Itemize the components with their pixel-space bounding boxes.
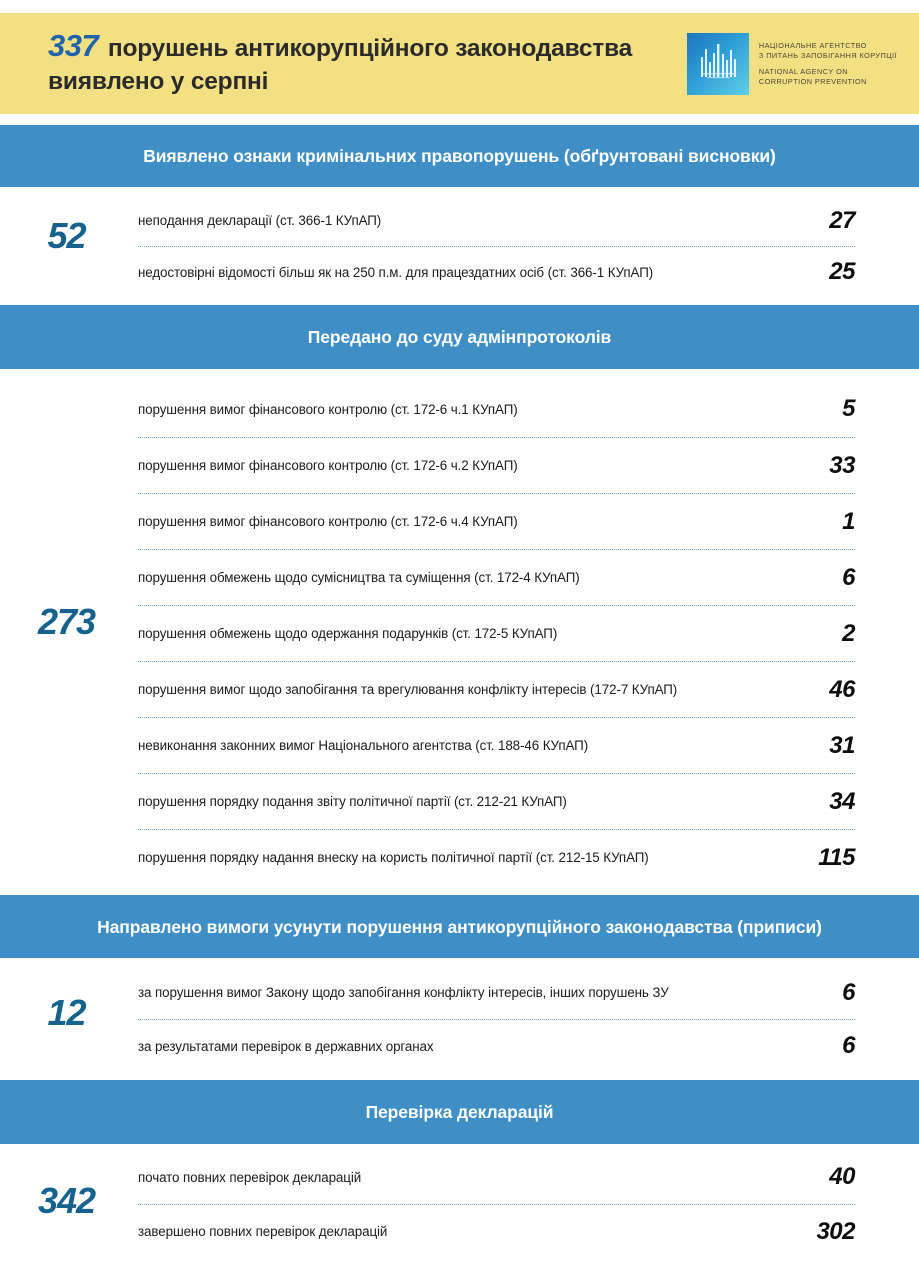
row-value: 40	[829, 1163, 855, 1190]
section-total: 12	[47, 992, 86, 1033]
section-header-bar	[0, 895, 919, 958]
row-value: 31	[829, 731, 855, 759]
section-header-bar	[0, 305, 919, 369]
section-total: 52	[47, 215, 86, 256]
logo-line-4: CORRUPTION PREVENTION	[758, 76, 867, 86]
row-label: завершено повних перевірок декларацій	[138, 1224, 388, 1239]
row-label: порушення вимог фінансового контролю (ст. 172-6 ч.4 КУпАП)	[138, 514, 518, 529]
table-row	[138, 605, 855, 661]
row-value: 115	[818, 843, 855, 871]
table-row	[138, 966, 855, 1019]
row-label: почато повних перевірок декларацій	[138, 1169, 362, 1185]
row-value: 6	[842, 978, 855, 1006]
headline-total: 337	[48, 28, 99, 63]
row-value: 6	[842, 563, 855, 591]
section-rows	[138, 966, 855, 1072]
row-label: невиконання законних вимог Національного агентства (ст. 188-46 КУпАП)	[138, 738, 589, 753]
nacp-logo	[687, 33, 897, 95]
row-label: недостовірні відомості більш як на 250 п.м. для працездатних осіб (ст. 366-1 КУпАП)	[138, 264, 654, 280]
table-row	[138, 246, 855, 297]
row-value: 2	[842, 619, 855, 647]
table-row	[138, 1150, 855, 1204]
row-label: порушення обмежень щодо одержання подарунків (ст. 172-5 КУпАП)	[138, 626, 558, 641]
row-value: 27	[829, 206, 855, 234]
section-title: Направлено вимоги усунути порушення антикорупційного законодавства (приписи)	[97, 916, 822, 937]
nacp-logo-mark-icon	[687, 33, 749, 95]
section-title: Передано до суду адмінпротоколів	[307, 327, 612, 347]
section-body	[0, 958, 919, 1080]
row-label: порушення порядку надання внеску на користь політичної партії (ст. 212-15 КУпАП)	[138, 850, 649, 865]
table-row	[138, 1204, 855, 1258]
row-label: неподання декларації (ст. 366-1 КУпАП)	[138, 213, 382, 228]
row-value: 25	[829, 258, 855, 285]
section-title: Виявлено ознаки кримінальних правопорушень (обґрунтовані висновки)	[143, 146, 776, 166]
section-total: 342	[37, 1180, 96, 1221]
row-label: за результатами перевірок в державних органах	[138, 1038, 434, 1054]
row-label: порушення вимог фінансового контролю (ст. 172-6 ч.1 КУпАП)	[138, 401, 518, 417]
logo-line-3: NATIONAL AGENCY ON	[758, 67, 848, 76]
row-label: за порушення вимог Закону щодо запобігання конфлікту інтересів, інших порушень ЗУ	[138, 985, 669, 1000]
row-value: 46	[829, 675, 855, 703]
section-body	[0, 1144, 919, 1269]
table-row	[138, 829, 855, 885]
section-title: Перевірка декларацій	[365, 1102, 554, 1122]
row-value: 34	[829, 787, 855, 815]
row-value: 1	[842, 507, 855, 535]
table-row	[138, 195, 855, 246]
table-row	[138, 493, 855, 549]
section-total: 273	[37, 601, 96, 642]
row-value: 6	[842, 1032, 855, 1059]
table-row	[138, 717, 855, 773]
section-header-bar	[0, 125, 919, 187]
header-banner	[0, 13, 919, 114]
section-body	[0, 369, 919, 895]
page-title	[48, 29, 687, 98]
section-header-bar	[0, 1080, 919, 1144]
table-row	[138, 437, 855, 493]
row-value: 33	[829, 451, 855, 479]
section-body	[0, 187, 919, 305]
row-label: порушення порядку подання звіту політичної партії (ст. 212-21 КУпАП)	[138, 794, 567, 809]
table-row	[138, 773, 855, 829]
table-row	[138, 381, 855, 437]
row-value: 302	[816, 1217, 855, 1245]
headline-text: порушень антикорупційного законодавства виявлено у серпні	[48, 35, 633, 95]
row-label: порушення обмежень щодо сумісництва та суміщення (ст. 172-4 КУпАП)	[138, 570, 580, 585]
table-row	[138, 1019, 855, 1072]
logo-line-2: З ПИТАНЬ ЗАПОБІГАННЯ КОРУПЦІЇ	[758, 50, 897, 60]
logo-line-1: НАЦІОНАЛЬНЕ АГЕНТСТВО	[758, 41, 867, 50]
row-label: порушення вимог щодо запобігання та врегулювання конфлікту інтересів (172-7 КУпАП)	[138, 682, 678, 697]
section-rows	[138, 381, 855, 885]
table-row	[138, 661, 855, 717]
section-rows	[138, 195, 855, 297]
nacp-logo-text	[759, 41, 897, 86]
section-rows	[138, 1150, 855, 1258]
row-label: порушення вимог фінансового контролю (ст. 172-6 ч.2 КУпАП)	[138, 458, 518, 473]
table-row	[138, 549, 855, 605]
row-value: 5	[842, 395, 855, 422]
